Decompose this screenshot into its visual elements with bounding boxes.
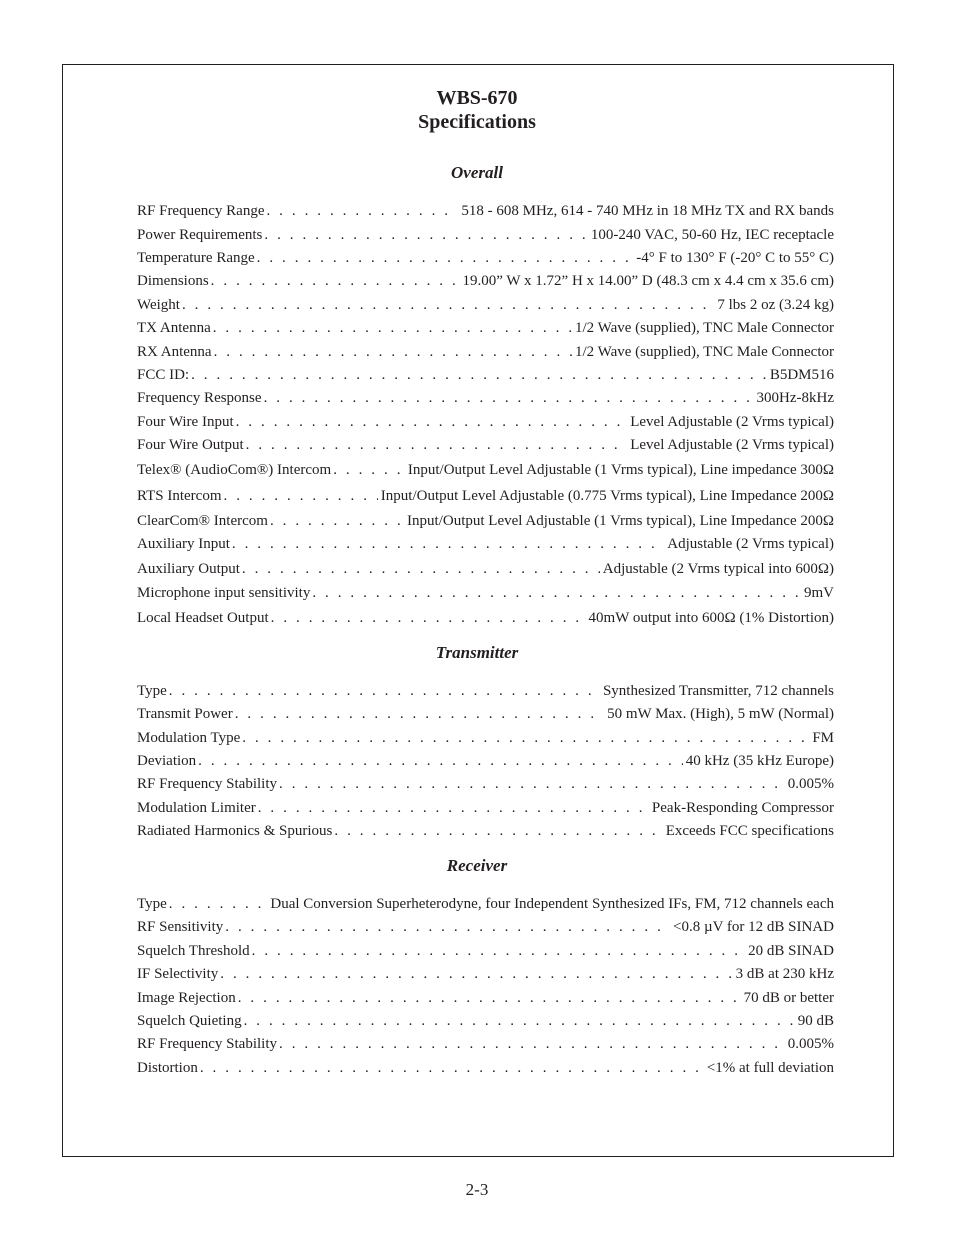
- spec-value: Adjustable (2 Vrms typical into 600Ω): [602, 561, 834, 577]
- spec-label: Squelch Threshold: [137, 943, 250, 959]
- spec-row: [137, 774, 834, 794]
- spec-row: [137, 917, 834, 937]
- model-name: WBS-670: [436, 87, 518, 109]
- spec-row: [137, 681, 834, 701]
- spec-label: Telex® (AudioCom®) Intercom: [137, 462, 332, 478]
- spec-value: Peak-Responding Compressor: [651, 800, 834, 816]
- spec-row: [137, 728, 834, 748]
- spec-row: [137, 295, 834, 315]
- spec-value: 9mV: [804, 585, 834, 601]
- spec-row: [137, 201, 834, 221]
- dot-leader: [213, 318, 572, 338]
- spec-value: 1/2 Wave (supplied), TNC Male Connector: [574, 344, 834, 360]
- spec-row: [137, 1011, 834, 1031]
- dot-leader: [252, 941, 746, 961]
- spec-value: 7 lbs 2 oz (3.24 kg): [717, 297, 834, 313]
- spec-value: 0.005%: [787, 776, 834, 792]
- dot-leader: [220, 964, 732, 984]
- spec-label: RTS Intercom: [137, 488, 222, 504]
- spec-value: 20 dB SINAD: [748, 943, 834, 959]
- dot-leader: [235, 704, 604, 724]
- spec-row: [137, 821, 834, 841]
- dot-leader: [244, 1011, 795, 1031]
- spec-value: Dual Conversion Superheterodyne, four Independent Synthesized IFs, FM, 712 channels each: [270, 896, 834, 912]
- dot-leader: [200, 1058, 704, 1078]
- spec-label: FCC ID:: [137, 367, 190, 383]
- spec-row: [137, 435, 834, 455]
- spec-row: [137, 798, 834, 818]
- spec-value: Exceeds FCC specifications: [665, 823, 834, 839]
- spec-row: [137, 342, 834, 362]
- spec-label: Type: [137, 896, 167, 912]
- spec-label: RX Antenna: [137, 344, 212, 360]
- dot-leader: [266, 201, 458, 221]
- spec-label: Dimensions: [137, 273, 209, 289]
- dot-leader: [334, 821, 662, 841]
- spec-row: [137, 964, 834, 984]
- spec-label: Type: [137, 683, 167, 699]
- dot-leader: [169, 681, 600, 701]
- spec-label: ClearCom® Intercom: [137, 513, 268, 529]
- spec-value: 3 dB at 230 kHz: [735, 966, 834, 982]
- dot-leader: [246, 435, 628, 455]
- spec-row: [137, 534, 834, 554]
- spec-row: [137, 511, 834, 531]
- spec-row: [137, 365, 834, 385]
- spec-row: [137, 388, 834, 408]
- spec-row: [137, 460, 834, 480]
- spec-label: Temperature Range: [137, 250, 255, 266]
- document-title: [0, 86, 954, 134]
- spec-value: 70 dB or better: [743, 990, 834, 1006]
- spec-label: RF Frequency Range: [137, 203, 265, 219]
- section-heading-receiver: Receiver: [446, 856, 508, 875]
- spec-row: [137, 941, 834, 961]
- dot-leader: [224, 486, 378, 506]
- dot-leader: [182, 295, 714, 315]
- spec-value: FM: [812, 730, 834, 746]
- spec-label: TX Antenna: [137, 320, 211, 336]
- dot-leader: [238, 988, 741, 1008]
- dot-leader: [257, 248, 634, 268]
- spec-row: [137, 1058, 834, 1078]
- dot-leader: [258, 798, 649, 818]
- spec-value: 0.005%: [787, 1036, 834, 1052]
- spec-value: 40 kHz (35 kHz Europe): [685, 753, 834, 769]
- spec-value: <0.8 µV for 12 dB SINAD: [673, 919, 834, 935]
- spec-label: RF Frequency Stability: [137, 1036, 277, 1052]
- dot-leader: [312, 583, 801, 603]
- spec-row: [137, 704, 834, 724]
- spec-label: Squelch Quieting: [137, 1013, 242, 1029]
- spec-label: Local Headset Output: [137, 610, 269, 626]
- spec-value: <1% at full deviation: [706, 1060, 834, 1076]
- spec-label: Modulation Type: [137, 730, 241, 746]
- dot-leader: [264, 388, 754, 408]
- spec-label: Frequency Response: [137, 390, 262, 406]
- spec-row: [137, 412, 834, 432]
- dot-leader: [211, 271, 460, 291]
- spec-row: [137, 894, 834, 914]
- spec-row: [137, 988, 834, 1008]
- spec-label: Power Requirements: [137, 227, 263, 243]
- spec-row: [137, 583, 834, 603]
- dot-leader: [271, 608, 586, 628]
- spec-label: Radiated Harmonics & Spurious: [137, 823, 333, 839]
- spec-value: 1/2 Wave (supplied), TNC Male Connector: [574, 320, 834, 336]
- spec-label: IF Selectivity: [137, 966, 219, 982]
- spec-row: [137, 248, 834, 268]
- spec-value: Adjustable (2 Vrms typical): [667, 536, 834, 552]
- spec-value: 100-240 VAC, 50-60 Hz, IEC receptacle: [590, 227, 834, 243]
- spec-value: 300Hz-8kHz: [756, 390, 834, 406]
- spec-value: 19.00” W x 1.72” H x 14.00” D (48.3 cm x 4.4 cm x 35.6 cm): [462, 273, 834, 289]
- dot-leader: [198, 751, 683, 771]
- spec-value: Synthesized Transmitter, 712 channels: [602, 683, 834, 699]
- spec-value: -4° F to 130° F (-20° C to 55° C): [636, 250, 834, 266]
- spec-label: Transmit Power: [137, 706, 233, 722]
- spec-label: RF Frequency Stability: [137, 776, 277, 792]
- spec-row: [137, 751, 834, 771]
- dot-leader: [270, 511, 404, 531]
- title-specifications: Specifications: [418, 111, 536, 133]
- spec-value: Input/Output Level Adjustable (1 Vrms typical), Line Impedance 200Ω: [407, 513, 834, 529]
- dot-leader: [232, 534, 664, 554]
- dot-leader: [333, 460, 405, 480]
- spec-label: Modulation Limiter: [137, 800, 256, 816]
- spec-value: 50 mW Max. (High), 5 mW (Normal): [607, 706, 834, 722]
- page-number: 2-3: [465, 1180, 489, 1199]
- dot-leader: [242, 728, 809, 748]
- dot-leader: [214, 342, 572, 362]
- spec-value: 518 - 608 MHz, 614 - 740 MHz in 18 MHz TX and RX bands: [461, 203, 834, 219]
- spec-label: Four Wire Input: [137, 414, 234, 430]
- dot-leader: [279, 1034, 785, 1054]
- section-heading-transmitter: Transmitter: [435, 643, 519, 662]
- dot-leader: [191, 365, 767, 385]
- spec-label: Four Wire Output: [137, 437, 244, 453]
- spec-row: [137, 486, 834, 506]
- spec-row: [137, 225, 834, 245]
- dot-leader: [169, 894, 268, 914]
- dot-leader: [279, 774, 785, 794]
- spec-row: [137, 608, 834, 628]
- spec-value: Level Adjustable (2 Vrms typical): [630, 414, 834, 430]
- spec-row: [137, 271, 834, 291]
- spec-label: Deviation: [137, 753, 197, 769]
- spec-label: Auxiliary Input: [137, 536, 230, 552]
- spec-label: Weight: [137, 297, 180, 313]
- dot-leader: [242, 559, 600, 579]
- spec-row: [137, 1034, 834, 1054]
- spec-label: Auxiliary Output: [137, 561, 240, 577]
- spec-value: Level Adjustable (2 Vrms typical): [630, 437, 834, 453]
- dot-leader: [236, 412, 628, 432]
- spec-label: Image Rejection: [137, 990, 236, 1006]
- section-heading-overall: Overall: [451, 163, 503, 182]
- spec-row: [137, 559, 834, 579]
- spec-row: [137, 318, 834, 338]
- dot-leader: [264, 225, 587, 245]
- spec-value: Input/Output Level Adjustable (0.775 Vrms typical), Line Impedance 200Ω: [380, 488, 834, 504]
- spec-value: B5DM516: [769, 367, 834, 383]
- spec-value: 90 dB: [797, 1013, 834, 1029]
- spec-value: Input/Output Level Adjustable (1 Vrms typical), Line impedance 300Ω: [407, 462, 834, 478]
- spec-label: Microphone input sensitivity: [137, 585, 311, 601]
- spec-label: RF Sensitivity: [137, 919, 224, 935]
- dot-leader: [225, 917, 670, 937]
- spec-label: Distortion: [137, 1060, 198, 1076]
- spec-value: 40mW output into 600Ω (1% Distortion): [588, 610, 834, 626]
